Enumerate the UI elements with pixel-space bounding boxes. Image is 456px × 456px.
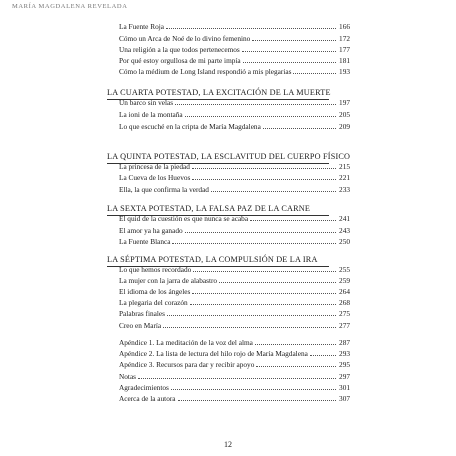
part-title: LA CUARTA POTESTAD, LA EXCITACIÓN DE LA MUERTE [107,88,331,97]
toc-entry [119,394,350,403]
toc-entry-title: Apéndice 1. La meditación de la voz del alma [119,338,253,347]
toc-entry-page: 166 [339,22,350,31]
toc-entry [119,383,350,392]
toc-entry [119,309,350,318]
toc-entry-title: Cómo la médium de Long Island respondió a mis plegarias [119,67,292,76]
toc-entry-title: Ella, la que confirma la verdad [119,185,209,194]
dot-leader [178,400,336,401]
toc-entry [119,321,350,330]
toc-entry-page: 172 [339,34,350,43]
running-head: MARÍA MAGDALENA REVELADA [12,3,128,10]
toc-entry-page: 307 [339,394,350,403]
toc-entry [119,265,350,274]
toc-entry-title: La Cueva de los Huevos [119,173,191,182]
page-number: 12 [224,440,232,449]
toc-entry-page: 205 [339,110,350,119]
dot-leader [166,28,336,29]
toc-entry-title: Un barco sin velas [119,98,174,107]
dot-leader [243,62,336,63]
dot-leader [219,282,336,283]
toc-entry-title: El idioma de los ángeles [119,287,191,296]
toc-entry-page: 301 [339,383,350,392]
dot-leader [256,366,336,367]
toc-entry [119,360,350,369]
toc-entry-title: El quid de la cuestión es que nunca se acaba [119,214,249,223]
toc-entry-page: 287 [339,338,350,347]
dot-leader [293,73,336,74]
toc-entry-title: Lo que hemos recordado [119,265,192,274]
dot-leader [250,220,336,221]
toc-entry-title: La Fuente Blanca [119,237,171,246]
toc-entry-title: Acerca de la autora [119,394,176,403]
toc-entry [119,110,350,119]
toc-entry-title: Agradecimientos [119,383,169,392]
toc-entry-title: Notas [119,372,137,381]
dot-leader [255,344,336,345]
toc-entry [119,287,350,296]
dot-leader [190,304,336,305]
dot-leader [185,116,336,117]
toc-entry [119,349,350,358]
toc-entry [119,298,350,307]
toc-entry-page: 297 [339,372,350,381]
toc-entry-page: 268 [339,298,350,307]
toc-entry-page: 275 [339,309,350,318]
toc-entry-page: 293 [339,349,350,358]
dot-leader [192,293,336,294]
dot-leader [193,271,336,272]
toc-entry-page: 277 [339,321,350,330]
toc-entry [119,67,350,76]
toc-entry [119,372,350,381]
dot-leader [192,179,336,180]
toc-entry [119,162,350,171]
dot-leader [310,355,336,356]
toc-entry-title: La princesa de la piedad [119,162,190,171]
toc-entry-page: 264 [339,287,350,296]
toc-entry-title: La Fuente Roja [119,22,164,31]
toc-entry [119,185,350,194]
toc-entry-title: Una religión a la que todos pertenecemos [119,45,240,54]
dot-leader [138,378,336,379]
toc-entry-page: 215 [339,162,350,171]
toc-entry-page: 259 [339,276,350,285]
toc-entry [119,338,350,347]
dot-leader [175,104,336,105]
toc-entry [119,276,350,285]
toc-entry-page: 209 [339,122,350,131]
toc-entry [119,237,350,246]
toc-entry [119,122,350,131]
toc-entry-title: Por qué estoy orgullosa de mi parte impía [119,56,241,65]
dot-leader [211,191,336,192]
toc-entry-page: 243 [339,226,350,235]
toc-entry-page: 193 [339,67,350,76]
toc-entry-title: Apéndice 3. Recursos para dar y recibir apoyo [119,360,255,369]
toc-entry-title: Apéndice 2. La lista de lectura del hilo rojo de María Magdalena [119,349,308,358]
dot-leader [172,243,336,244]
toc-entry-page: 250 [339,237,350,246]
toc-entry-title: El amor ya ha ganado [119,226,183,235]
toc-entry-page: 241 [339,214,350,223]
dot-leader [163,327,336,328]
toc-entry-page: 177 [339,45,350,54]
toc-entry-page: 233 [339,185,350,194]
toc-entry [119,56,350,65]
toc-entry-title: La mujer con la jarra de alabastro [119,276,218,285]
toc-entry-page: 295 [339,360,350,369]
dot-leader [192,168,336,169]
toc-entry [119,22,350,31]
toc-entry [119,98,350,107]
dot-leader [263,128,336,129]
dot-leader [252,40,336,41]
toc-entry-page: 255 [339,265,350,274]
toc-entry [119,226,350,235]
dot-leader [242,51,336,52]
toc-entry-title: Lo que escuché en la cripta de María Magdalena [119,122,261,131]
dot-leader [167,315,336,316]
toc-entry-title: Creo en María [119,321,162,330]
dot-leader [185,232,336,233]
toc-entry [119,173,350,182]
toc-entry-title: La plegaria del corazón [119,298,188,307]
toc-entry [119,214,350,223]
toc-entry [119,45,350,54]
toc-entry-page: 221 [339,173,350,182]
toc-entry-page: 181 [339,56,350,65]
part-title: LA SÉPTIMA POTESTAD, LA COMPULSIÓN DE LA IRA [107,255,318,264]
toc-entry [119,34,350,43]
dot-leader [171,389,336,390]
part-title: LA QUINTA POTESTAD, LA ESCLAVITUD DEL CUERPO FÍSICO [107,152,351,161]
part-title: LA SEXTA POTESTAD, LA FALSA PAZ DE LA CARNE [107,204,311,213]
toc-entry-title: Cómo un Arca de Noé de lo divino femenino [119,34,251,43]
toc-entry-page: 197 [339,98,350,107]
toc-entry-title: La ioni de la montaña [119,110,183,119]
toc-entry-title: Palabras finales [119,309,165,318]
